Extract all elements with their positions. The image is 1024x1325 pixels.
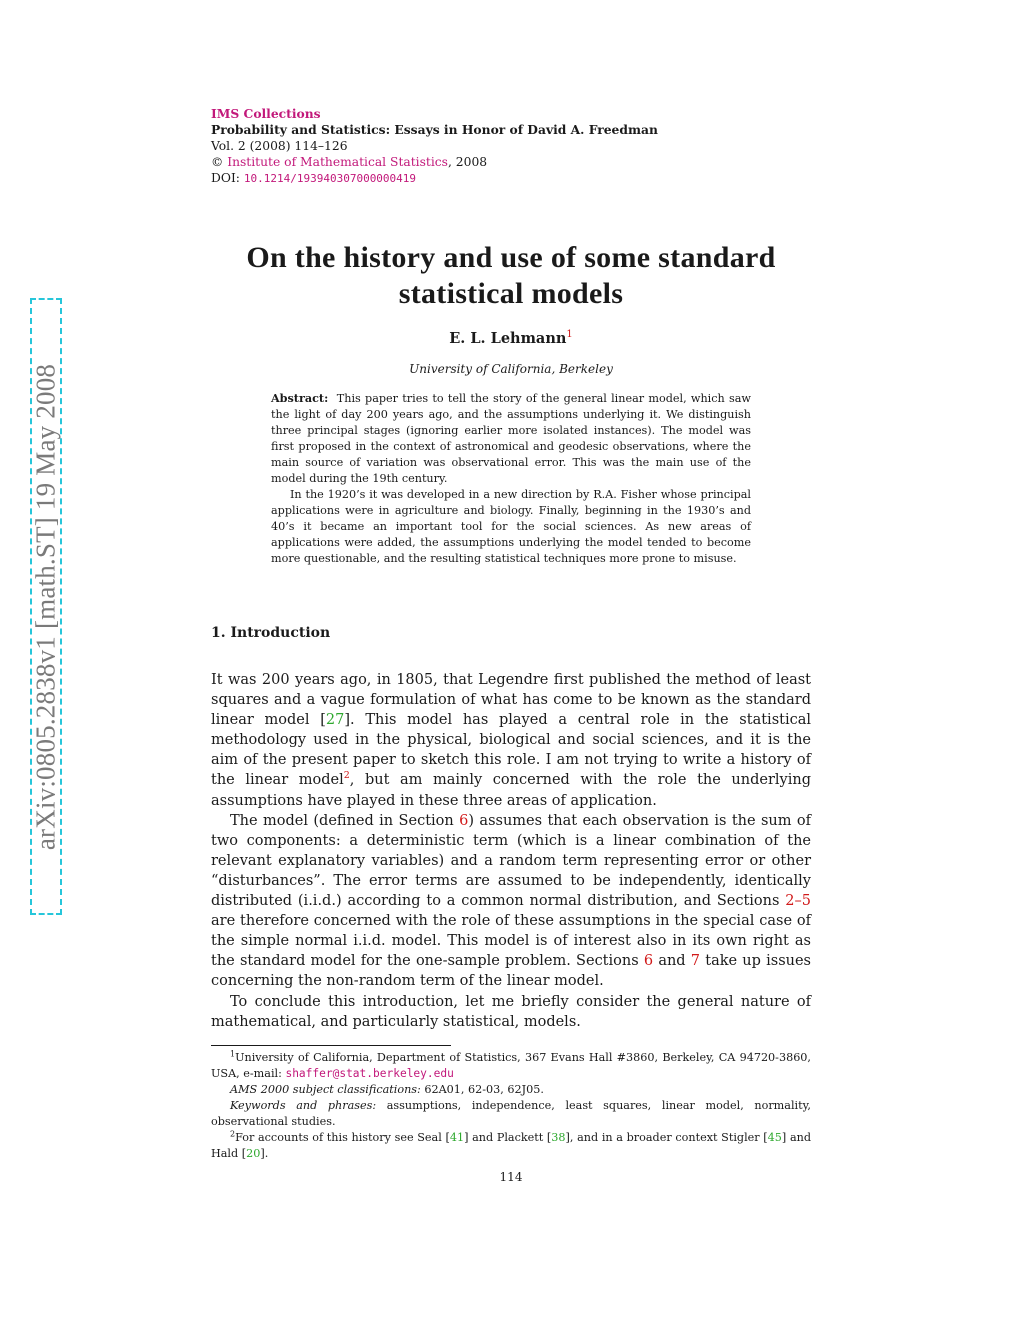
body-paragraph-3: To conclude this introduction, let me briefly consider the general nature of mathematical, and particularly statistical, models. <box>211 993 811 1030</box>
copyright-symbol: © <box>211 155 224 169</box>
citation-link[interactable]: 20 <box>246 1147 261 1160</box>
section-heading: 1. Introduction <box>211 625 331 641</box>
doi-label: DOI: <box>211 171 244 185</box>
text-run: ) assumes that each observation is the sum of two components: a deterministic term (which is a linear combination of the relevant explanatory variables) and a random term representing error or other “disturbances”. The error terms are assumed to be independently, identically distributed (i.i.d.) according to a common normal distribution, and Sections <box>211 812 812 910</box>
series-link[interactable]: IMS Collections <box>211 106 321 121</box>
section-link[interactable]: 2 <box>785 893 795 910</box>
title-line-1: On the history and use of some standard <box>246 241 776 274</box>
section-link[interactable]: 6 <box>459 812 469 829</box>
section-link[interactable]: 6 <box>643 953 654 970</box>
paper-title <box>200 240 822 312</box>
copyright-line <box>211 154 658 170</box>
ams-label: AMS 2000 subject classifications: <box>230 1083 421 1096</box>
journal-header <box>211 106 658 187</box>
author-name: E. L. Lehmann <box>449 329 567 347</box>
citation-link[interactable]: 45 <box>767 1131 782 1144</box>
ams-classification <box>211 1082 811 1098</box>
author-footnote-link[interactable]: 1 <box>566 329 573 340</box>
citation-link[interactable]: 38 <box>551 1131 566 1144</box>
body-paragraph-2 <box>211 811 811 992</box>
text-run: University of California, Department of Statistics, 367 Evans Hall #3860, Berkeley, CA 94720-3860, USA, e-mail: <box>211 1051 811 1080</box>
keywords-label: Keywords and phrases: <box>230 1099 377 1112</box>
section-link[interactable]: 5 <box>801 893 811 910</box>
doi-line <box>211 170 658 187</box>
section-range-dash: – <box>794 893 802 910</box>
author <box>200 329 822 347</box>
text-run: For accounts of this history see Seal [ <box>235 1131 450 1144</box>
footnote-mark: 2 <box>230 1129 236 1139</box>
abstract-paragraph-2: In the 1920’s it was developed in a new direction by R.A. Fisher whose principal applications were in agriculture and biology. Finally, beginning in the 1930’s and 40’s it became an important tool for the social sciences. As new areas of applications were added, the assumptions underlying the model tended to become more questionable, and the resulting statistical techniques more prone to misuse. <box>271 488 751 565</box>
copyright-year: , 2008 <box>447 155 488 169</box>
text-run: The model (defined in Section <box>230 812 460 829</box>
footnote-mark: 1 <box>230 1049 236 1059</box>
footnote-1 <box>211 1050 811 1082</box>
footnotes <box>211 1050 811 1162</box>
text-run: take up issues concerning the non-random term of the linear model. <box>211 953 812 990</box>
volume-info: Vol. 2 (2008) 114–126 <box>211 139 348 153</box>
affiliation: University of California, Berkeley <box>409 362 613 376</box>
arxiv-stamp-text: arXiv:0805.2838v1 [math.ST] 19 May 2008 <box>30 363 61 850</box>
text-run: are therefore concerned with the role of these assumptions in the special case of the simple normal i.i.d. model. This model is of interest also in its own right as the standard model for the one-sample problem. Sections <box>211 913 811 970</box>
abstract-text-1: This paper tries to tell the story of the general linear model, which saw the light of day 200 years ago, and the assumptions underlying it. We distinguish three principal stages (ignoring earlier more isolated instances). The model was first proposed in the context of astronomical and geodesic observations, where the main source of variation was observational error. This was the main use of the model during the 19th century. <box>271 392 751 485</box>
section-link[interactable]: 7 <box>690 953 701 970</box>
keywords <box>211 1098 811 1130</box>
title-line-2: statistical models <box>398 277 624 310</box>
footnote-rule <box>211 1045 451 1046</box>
arxiv-stamp <box>30 298 62 915</box>
keywords-value: assumptions, independence, least squares, linear model, normality, observational studies. <box>211 1099 811 1128</box>
email-link[interactable]: shaffer@stat.berkeley.edu <box>285 1067 454 1080</box>
body-text <box>211 670 811 1032</box>
text-run: ] and Plackett [ <box>464 1131 552 1144</box>
citation-link[interactable]: 41 <box>449 1131 465 1144</box>
text-run: ] and Hald [ <box>211 1131 811 1160</box>
doi-link[interactable]: 10.1214/193940307000000419 <box>243 172 417 185</box>
text-run: It was 200 years ago, in 1805, that Legendre first published the method of least squares and a vague formulation of what has come to be known as the standard linear model [ <box>211 672 811 729</box>
body-paragraph-1 <box>211 670 811 811</box>
abstract-label: Abstract: <box>271 391 329 405</box>
text-run: ]. <box>260 1147 269 1160</box>
text-run: ]. This model has played a central role in the statistical methodology used in the physical, biological and social sciences, and it is the aim of the present paper to sketch this role. I am not trying to write a history of the linear model <box>211 712 811 789</box>
ams-value: 62A01, 62-03, 62J05. <box>420 1083 544 1096</box>
page-number: 114 <box>499 1170 523 1184</box>
text-run: , but am mainly concerned with the role the underlying assumptions have played in these three areas of application. <box>211 772 811 809</box>
text-run: ], and in a broader context Stigler [ <box>565 1131 768 1144</box>
text-run: and <box>653 953 691 970</box>
book-title: Probability and Statistics: Essays in Honor of David A. Freedman <box>211 122 658 137</box>
citation-link[interactable]: 27 <box>325 712 345 729</box>
abstract-paragraph-1 <box>271 390 751 487</box>
footnote-2 <box>211 1130 811 1162</box>
abstract <box>271 390 751 567</box>
publisher-link[interactable]: Institute of Mathematical Statistics <box>227 155 448 169</box>
footnote-link[interactable]: 2 <box>343 770 350 782</box>
